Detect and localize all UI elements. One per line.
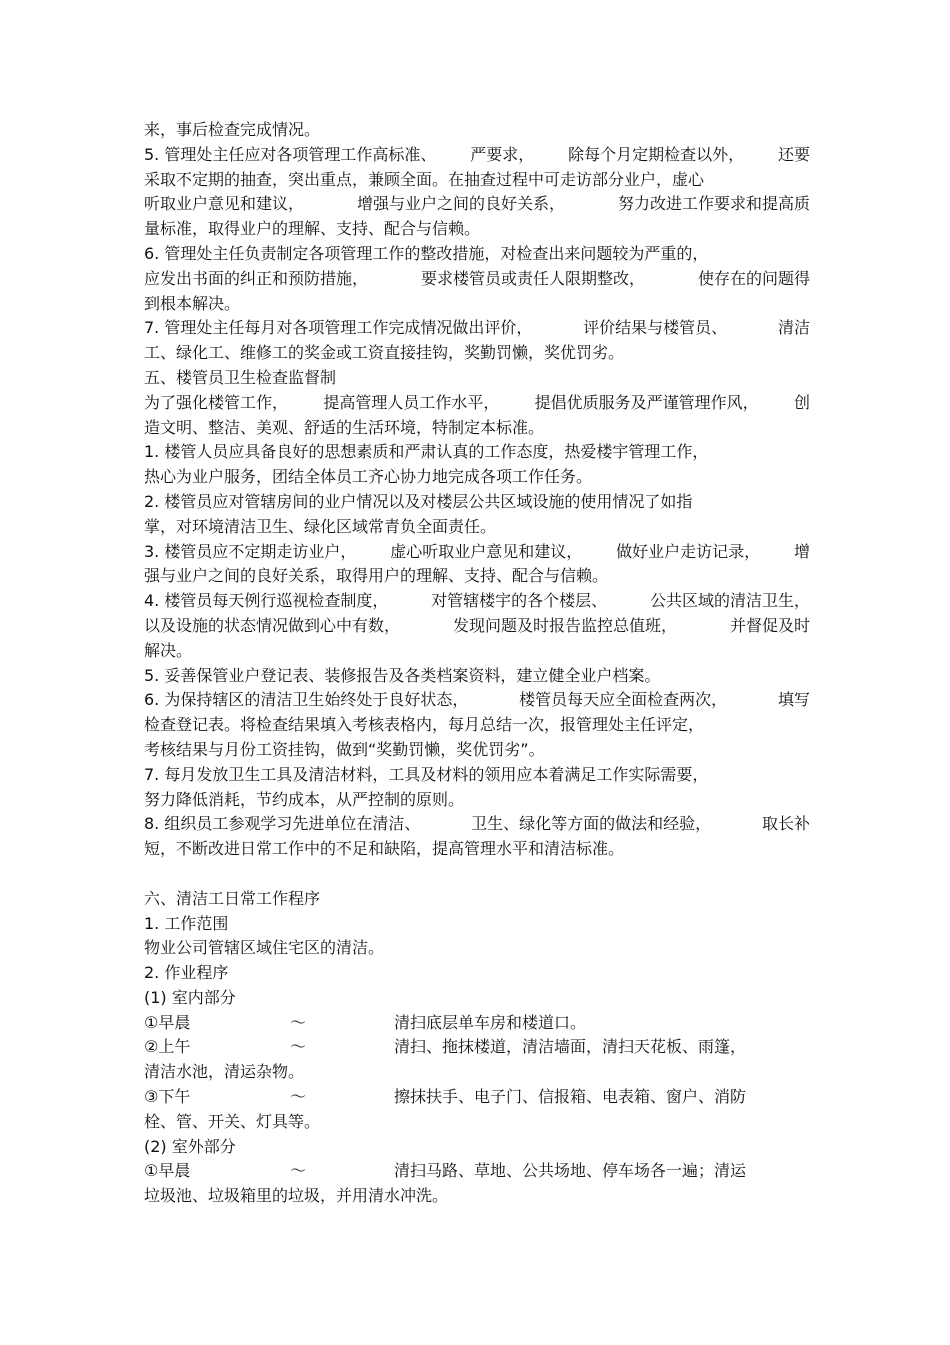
section-6-heading: 六、清洁工日常工作程序: [144, 888, 321, 908]
s5-item-3-line-1: 3. 楼管员应不定期走访业户， 虚心听取业户意见和建议， 做好业户走访记录， 增: [144, 541, 810, 561]
item-5-line-4: 量标准，取得业户的理解、支持、配合与信赖。: [144, 219, 481, 239]
s5-item-2-line-2: 掌，对环境清洁卫生、绿化区域常青负全面责任。: [144, 516, 497, 536]
s5-item-2-line-1: 2. 楼管员应对管辖房间的业户情况以及对楼层公共区域设施的使用情况了如指: [144, 491, 693, 511]
blank-line: [144, 862, 810, 887]
document-page: [144, 118, 810, 1209]
s5-item-8-line-1: 8. 组织员工参观学习先进单位在清洁、 卫生、绿化等方面的做法和经验， 取长补: [144, 814, 810, 834]
outdoor-schedule-continuation: 垃圾池、垃圾箱里的垃圾，并用清水冲洗。: [144, 1186, 449, 1206]
indoor-schedule-continuation: 栓、管、开关、灯具等。: [144, 1111, 321, 1131]
item-5-line-2: 采取不定期的抽查，突出重点，兼顾全面。在抽查过程中可走访部分业户，虚心: [144, 169, 705, 189]
s5-item-1-line-2: 热心为业户服务，团结全体员工齐心协力地完成各项工作任务。: [144, 467, 593, 487]
item-5-line-1: 5. 管理处主任应对各项管理工作高标准、 严要求， 除每个月定期检查以外， 还要: [144, 144, 810, 164]
item-5-line-3: 听取业户意见和建议， 增强与业户之间的良好关系， 努力改进工作要求和提高质: [144, 194, 810, 214]
item-6-line-3: 到根本解决。: [144, 293, 241, 313]
s5-item-4-line-1: 4. 楼管员每天例行巡视检查制度， 对管辖楼宇的各个楼层、 公共区域的清洁卫生，: [144, 591, 810, 611]
s5-item-8-line-2: 短，不断改进日常工作中的不足和缺陷，提高管理水平和清洁标准。: [144, 839, 625, 859]
s5-item-6-line-1: 6. 为保持辖区的清洁卫生始终处于良好状态， 楼管员每天应全面检查两次， 填写: [144, 690, 810, 710]
item-6-line-1: 6. 管理处主任负责制定各项管理工作的整改措施，对检查出来问题较为严重的，: [144, 243, 709, 263]
s5-item-1-line-1: 1. 楼管人员应具备良好的思想素质和严肃认真的工作态度，热爱楼宇管理工作，: [144, 442, 709, 462]
indoor-schedule-continuation: 清洁水池，清运杂物。: [144, 1062, 305, 1082]
procedure-title: 2. 作业程序: [144, 963, 229, 983]
s5-item-4-line-2: 以及设施的状态情况做到心中有数， 发现问题及时报告监控总值班， 并督促及时: [144, 615, 810, 635]
outdoor-title: (2) 室外部分: [144, 1136, 236, 1156]
section-5-intro-line-2: 造文明、整洁、美观、舒适的生活环境，特制定本标准。: [144, 417, 545, 437]
s5-item-3-line-2: 强与业户之间的良好关系，取得用户的理解、支持、配合与信赖。: [144, 566, 609, 586]
indoor-schedule-row: ①早晨 ～ 清扫底层单车房和楼道口。: [144, 1012, 587, 1032]
s5-item-4-line-3: 解决。: [144, 640, 193, 660]
s5-item-6-line-2: 检查登记表。将检查结果填入考核表格内，每月总结一次，报管理处主任评定，: [144, 715, 705, 735]
indoor-schedule-row: ②上午 ～ 清扫、拖抹楼道，清洁墙面，清扫天花板、雨篷，: [144, 1037, 747, 1057]
outdoor-schedule-row: ①早晨 ～ 清扫马路、草地、公共场地、停车场各一遍；清运: [144, 1161, 747, 1181]
s5-item-6-line-3: 考核结果与月份工资挂钩，做到“奖勤罚懒，奖优罚劣”。: [144, 739, 545, 759]
scope-text: 物业公司管辖区域住宅区的清洁。: [144, 938, 385, 958]
section-5-intro-line-1: 为了强化楼管工作， 提高管理人员工作水平， 提倡优质服务及严谨管理作风， 创: [144, 392, 810, 412]
indoor-schedule-row: ③下午 ～ 擦抹扶手、电子门、信报箱、电表箱、窗户、消防: [144, 1087, 747, 1107]
scope-title: 1. 工作范围: [144, 913, 229, 933]
indoor-title: (1) 室内部分: [144, 987, 236, 1007]
section-5-heading: 五、楼管员卫生检查监督制: [144, 367, 337, 387]
item-6-line-2: 应发出书面的纠正和预防措施， 要求楼管员或责任人限期整改， 使存在的问题得: [144, 268, 810, 288]
item-7-line-2: 工、绿化工、维修工的奖金或工资直接挂钩，奖勤罚懒，奖优罚劣。: [144, 343, 625, 363]
s5-item-5-line-1: 5. 妥善保管业户登记表、装修报告及各类档案资料，建立健全业户档案。: [144, 665, 661, 685]
item-7-line-1: 7. 管理处主任每月对各项管理工作完成情况做出评价， 评价结果与楼管员、 清洁: [144, 318, 810, 338]
paragraph-line: 来，事后检查完成情况。: [144, 120, 321, 139]
s5-item-7-line-1: 7. 每月发放卫生工具及清洁材料，工具及材料的领用应本着满足工作实际需要，: [144, 764, 709, 784]
s5-item-7-line-2: 努力降低消耗，节约成本，从严控制的原则。: [144, 789, 465, 809]
